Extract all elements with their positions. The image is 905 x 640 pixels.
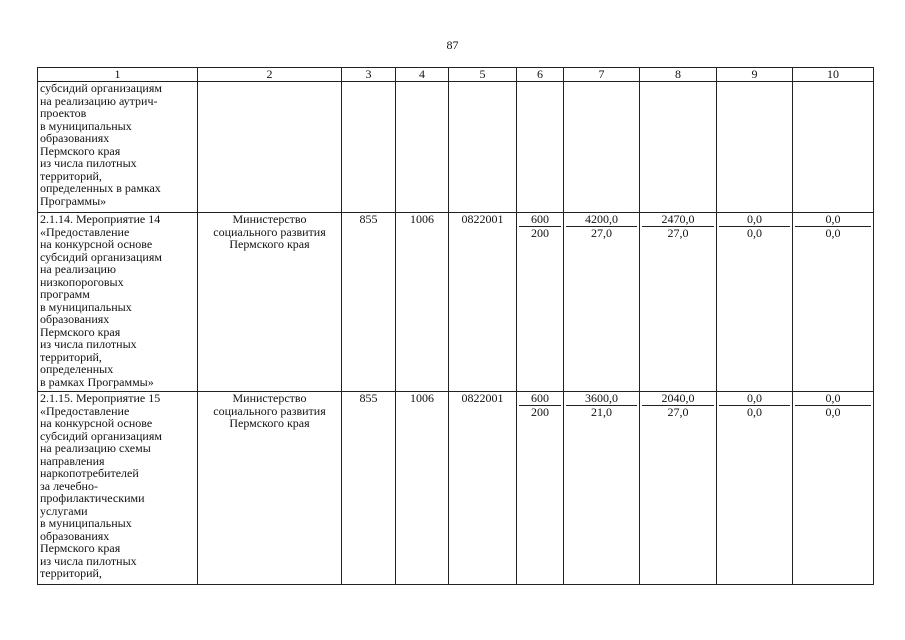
amount-col10-line: 0,0 — [825, 212, 841, 226]
code-col5 — [449, 82, 517, 213]
code-col4: 1006 — [396, 213, 449, 392]
budget-table — [37, 67, 874, 585]
header-cell: 4 — [396, 68, 449, 82]
amount-col8 — [640, 213, 717, 392]
code-col3 — [342, 82, 396, 213]
amount-col9 — [717, 392, 793, 585]
header-cell: 2 — [198, 68, 342, 82]
amount-col7 — [564, 213, 640, 392]
table-row — [38, 392, 874, 585]
amount-col8-line: 27,0 — [642, 405, 714, 419]
code-col3: 855 — [342, 213, 396, 392]
page-number: 87 — [446, 38, 459, 52]
amount-col7-line: 27,0 — [566, 226, 637, 240]
activity-description: субсидий организациям на реализацию аутрич- проектов в муниципальных образованиях Пермского края из числа пилотных территорий, определенных в рамках Программы» — [38, 82, 198, 213]
table-row — [38, 82, 874, 213]
amount-col7 — [564, 392, 640, 585]
amount-col8-line: 2040,0 — [661, 391, 695, 405]
amount-col9 — [717, 213, 793, 392]
header-cell: 8 — [640, 68, 717, 82]
amount-col9-line: 0,0 — [719, 405, 790, 419]
responsible-org — [198, 82, 342, 213]
table-row — [38, 213, 874, 392]
code-col4: 1006 — [396, 392, 449, 585]
header-cell: 5 — [449, 68, 517, 82]
code-col6-line: 200 — [519, 405, 561, 419]
activity-description: 2.1.15. Мероприятие 15 «Предоставление на конкурсной основе субсидий организациям на реализацию схемы направления наркопотребителей за лечебно- профилактическими услугами в муниципальных образованиях Пермского края из числа пилотных территорий, — [38, 392, 198, 585]
code-col6 — [517, 392, 564, 585]
responsible-org: Министерство социального развития Пермского края — [198, 392, 342, 585]
code-col3: 855 — [342, 392, 396, 585]
code-col5: 0822001 — [449, 392, 517, 585]
code-col5: 0822001 — [449, 213, 517, 392]
amount-col8 — [640, 392, 717, 585]
amount-col10-line: 0,0 — [795, 226, 871, 240]
amount-col7-line: 3600,0 — [585, 391, 618, 405]
header-cell: 1 — [38, 68, 198, 82]
header-cell: 3 — [342, 68, 396, 82]
header-cell: 6 — [517, 68, 564, 82]
amount-col9 — [717, 82, 793, 213]
amount-col9-line: 0,0 — [747, 212, 762, 226]
amount-col10-line: 0,0 — [825, 391, 841, 405]
amount-col10-line: 0,0 — [795, 405, 871, 419]
amount-col10 — [793, 392, 874, 585]
code-col6-line: 200 — [519, 226, 561, 240]
code-col6 — [517, 213, 564, 392]
header-cell: 9 — [717, 68, 793, 82]
code-col6-line: 600 — [531, 212, 549, 226]
code-col6 — [517, 82, 564, 213]
amount-col7-line: 21,0 — [566, 405, 637, 419]
amount-col7-line: 4200,0 — [585, 212, 618, 226]
code-col6-line: 600 — [531, 391, 549, 405]
header-cell: 10 — [793, 68, 874, 82]
amount-col8-line: 27,0 — [642, 226, 714, 240]
amount-col10 — [793, 82, 874, 213]
table-header-row — [38, 68, 874, 82]
amount-col7 — [564, 82, 640, 213]
header-cell: 7 — [564, 68, 640, 82]
amount-col8 — [640, 82, 717, 213]
amount-col9-line: 0,0 — [747, 391, 762, 405]
amount-col8-line: 2470,0 — [661, 212, 695, 226]
amount-col10 — [793, 213, 874, 392]
activity-description: 2.1.14. Мероприятие 14 «Предоставление на конкурсной основе субсидий организациям на реализацию низкопороговых программ в муниципальных образованиях Пермского края из числа пилотных территорий, определенных в рамках Программы» — [38, 213, 198, 392]
responsible-org: Министерство социального развития Пермского края — [198, 213, 342, 392]
code-col4 — [396, 82, 449, 213]
amount-col9-line: 0,0 — [719, 226, 790, 240]
